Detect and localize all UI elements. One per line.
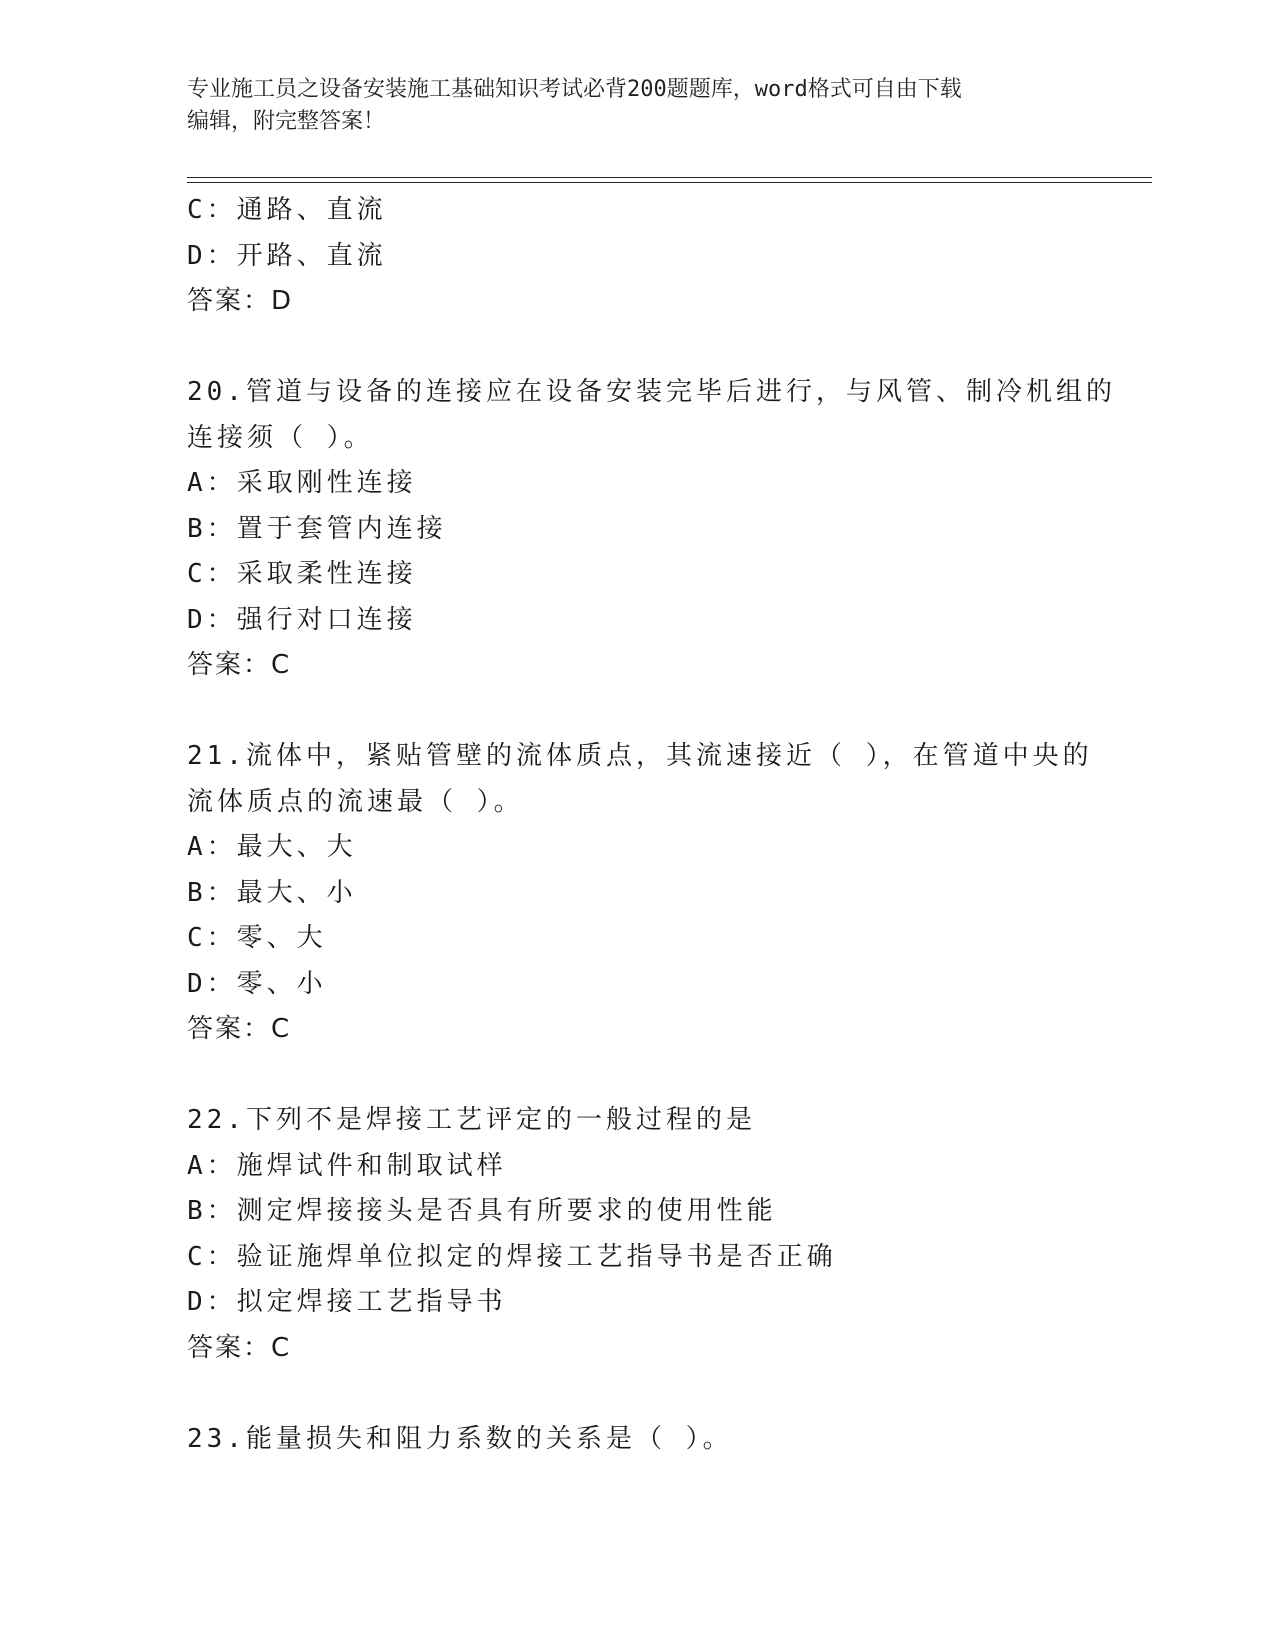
option-a: A：采取刚性连接 [187, 468, 417, 498]
question-22 [187, 1098, 1137, 1371]
option-c: C：零、大 [187, 923, 327, 953]
option-c: C：通路、直流 [187, 195, 387, 225]
question-stem-line2: 连接须（ ）。 [187, 422, 374, 453]
question-list [187, 188, 1137, 1462]
question-21 [187, 734, 1137, 1053]
answer: 答案：C [187, 1332, 292, 1363]
question-stem-line1: 20.管道与设备的连接应在设备安装完毕后进行，与风管、制冷机组的 [187, 377, 1116, 407]
option-d: D：零、小 [187, 968, 327, 999]
question-stem: 23.能量损失和阻力系数的关系是（ ）。 [187, 1423, 733, 1454]
option-c: C：采取柔性连接 [187, 559, 417, 589]
option-a: A：最大、大 [187, 832, 357, 862]
question-20 [187, 370, 1137, 689]
option-d: D：拟定焊接工艺指导书 [187, 1287, 507, 1317]
header-title-line1: 专业施工员之设备安装施工基础知识考试必背200题题库，word格式可自由下载 [187, 77, 962, 102]
answer: 答案：C [187, 650, 292, 680]
answer: 答案：D [187, 286, 294, 316]
header-divider-top [187, 177, 1152, 178]
question-19 [187, 188, 1137, 325]
question-stem-line1: 21.流体中，紧贴管壁的流体质点，其流速接近（ ），在管道中央的 [187, 741, 1093, 771]
option-a: A：施焊试件和制取试样 [187, 1150, 507, 1181]
spacer [187, 689, 1137, 735]
option-d: D：开路、直流 [187, 240, 387, 271]
page-header [187, 74, 1087, 138]
question-23 [187, 1417, 1137, 1463]
option-d: D：强行对口连接 [187, 604, 417, 635]
header-title-line2: 编辑，附完整答案！ [187, 109, 386, 134]
question-stem-line2: 流体质点的流速最（ ）。 [187, 786, 524, 817]
option-c: C：验证施焊单位拟定的焊接工艺指导书是否正确 [187, 1241, 837, 1272]
answer: 答案：C [187, 1014, 292, 1044]
header-divider-bottom [187, 182, 1152, 183]
option-b: B：最大、小 [187, 877, 357, 908]
question-stem: 22.下列不是焊接工艺评定的一般过程的是 [187, 1105, 756, 1135]
option-b: B：测定焊接接头是否具有所要求的使用性能 [187, 1196, 777, 1226]
spacer [187, 1371, 1137, 1417]
spacer [187, 325, 1137, 371]
spacer [187, 1053, 1137, 1099]
option-b: B：置于套管内连接 [187, 513, 447, 544]
